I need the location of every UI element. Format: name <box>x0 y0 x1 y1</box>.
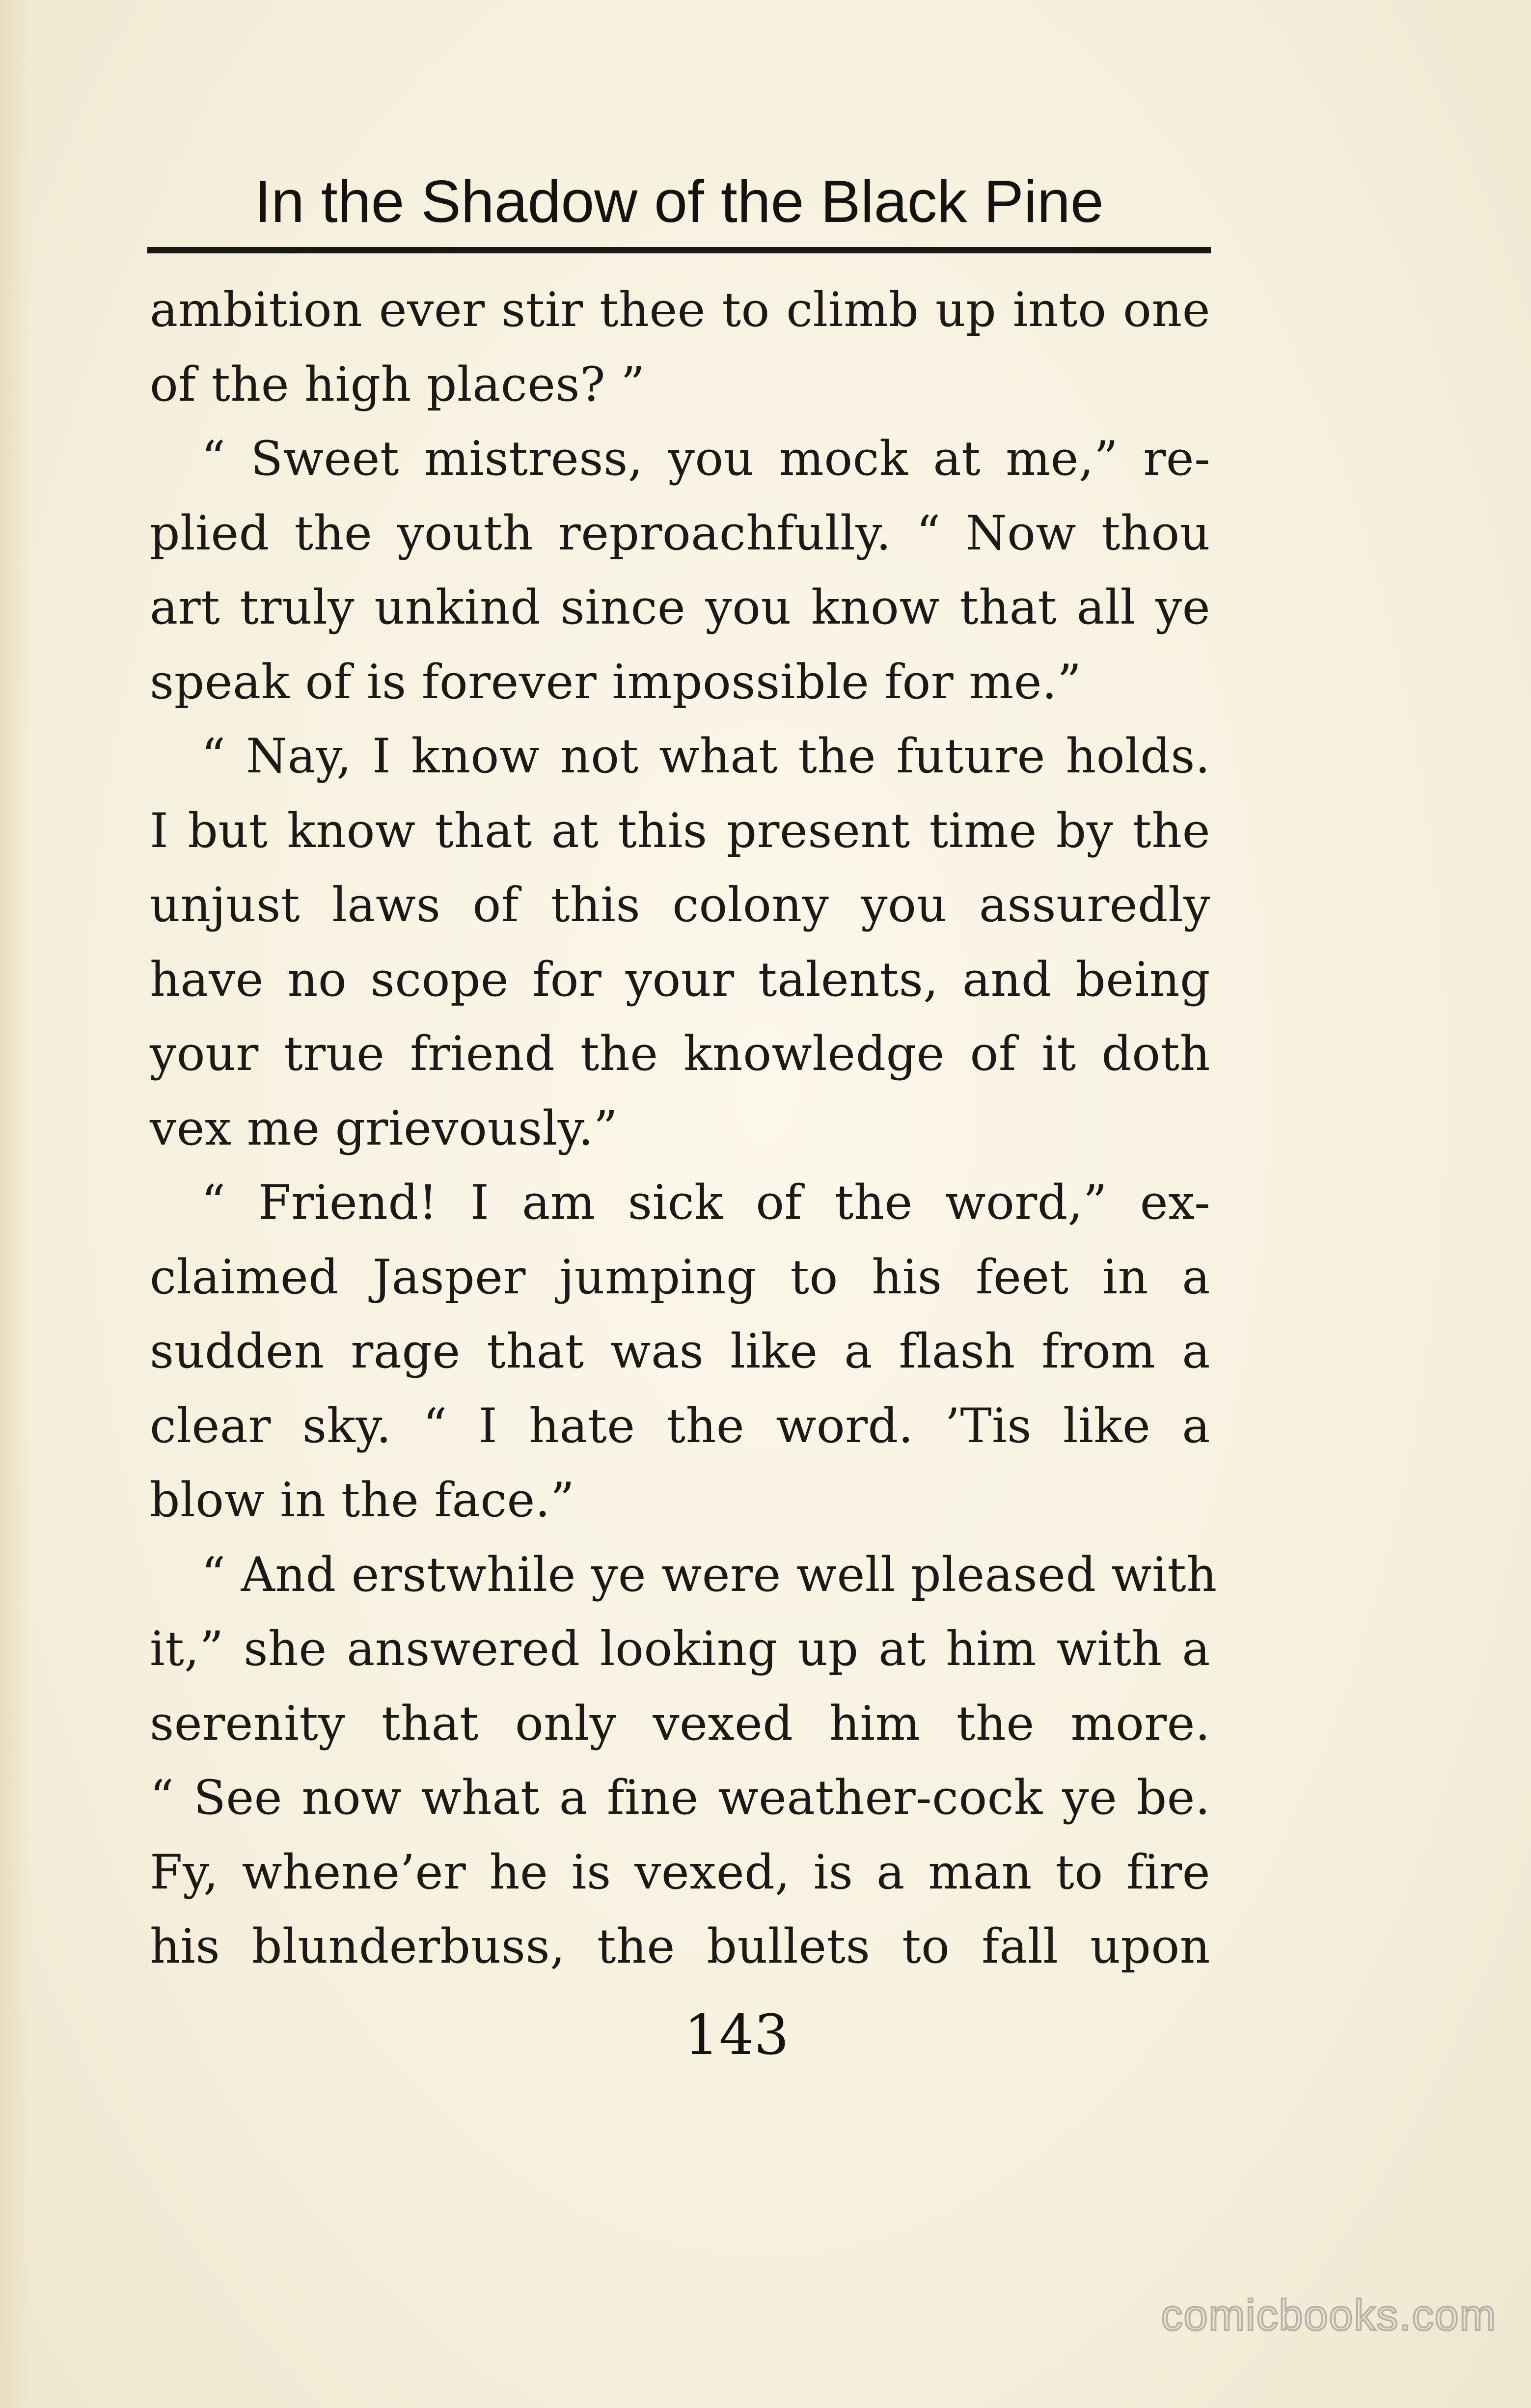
text-line: serenity that only vexed him the more. <box>150 1696 1210 1751</box>
text-line: blow in the face.” <box>150 1473 575 1528</box>
text-line: “ Nay, I know not what the future holds. <box>201 729 1210 784</box>
text-line: your true friend the knowledge of it doth <box>150 1026 1210 1081</box>
page-number: 143 <box>684 2003 789 2067</box>
text-line: sudden rage that was like a flash from a <box>150 1324 1210 1379</box>
text-line: art truly unkind since you know that all ye <box>150 580 1210 635</box>
text-line: of the high places? ” <box>150 356 645 412</box>
text-line: “ And erstwhile ye were well pleased with <box>201 1547 1217 1602</box>
text-line: “ Friend! I am sick of the word,” ex- <box>201 1175 1210 1230</box>
text-line: his blunderbuss, the bullets to fall upon <box>150 1919 1210 1974</box>
text-line: clear sky. “ I hate the word. ’Tis like a <box>150 1398 1210 1453</box>
watermark: comicbooks.com <box>1161 2291 1497 2339</box>
text-line: unjust laws of this colony you assuredly <box>150 877 1210 932</box>
running-head: In the Shadow of the Black Pine <box>254 168 1104 235</box>
text-line: I but know that at this present time by the <box>150 803 1210 858</box>
text-line: Fy, whene’er he is vexed, is a man to fire <box>150 1844 1210 1900</box>
text-line: vex me grievously.” <box>150 1100 618 1156</box>
text-line: speak of is forever impossible for me.” <box>150 654 1082 710</box>
text-line: claimed Jasper jumping to his feet in a <box>150 1249 1210 1305</box>
text-line: “ See now what a fine weather-cock ye be. <box>150 1770 1210 1825</box>
text-line: “ Sweet mistress, you mock at me,” re- <box>201 431 1210 486</box>
text-line: it,” she answered looking up at him with a <box>150 1621 1210 1676</box>
text-line: have no scope for your talents, and being <box>150 952 1210 1007</box>
text-line: plied the youth reproachfully. “ Now thou <box>150 505 1210 561</box>
text-line: ambition ever stir thee to climb up into one <box>150 282 1210 337</box>
header-rule <box>147 247 1211 253</box>
body-text <box>150 273 1217 1984</box>
